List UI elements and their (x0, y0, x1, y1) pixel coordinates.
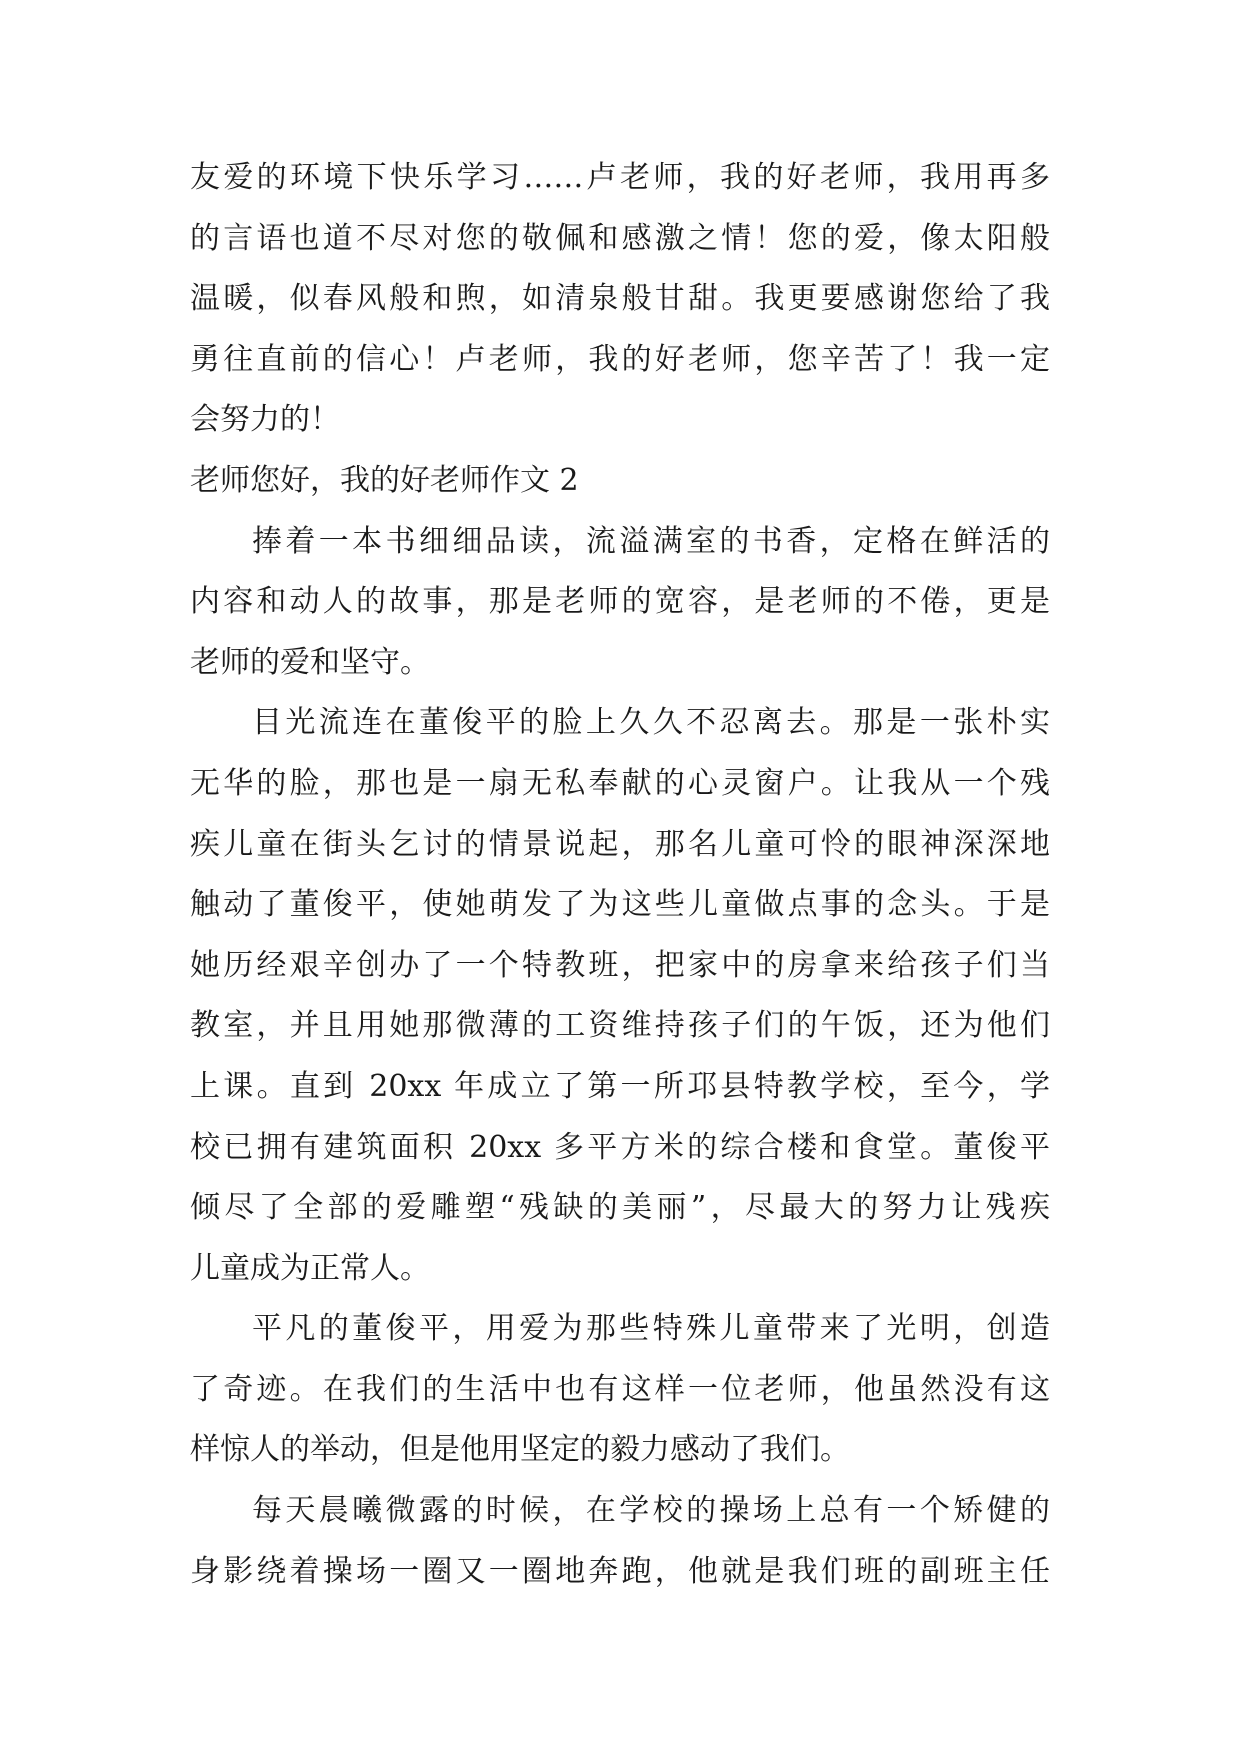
text-line: 了奇迹。在我们的生活中也有这样一位老师，他虽然没有这 (190, 1371, 1050, 1407)
paragraph (190, 512, 1050, 694)
text-line: 疾儿童在街头乞讨的情景说起，那名儿童可怜的眼神深深地 (190, 826, 1050, 862)
text-line: 温暖，似春风般和煦，如清泉般甘甜。我更要感谢您给了我 (190, 281, 1050, 317)
text-line: 友爱的环境下快乐学习……卢老师，我的好老师，我用再多 (190, 160, 1050, 195)
text-line: 捧着一本书细细品读，流溢满室的书香，定格在鲜活的 (252, 523, 1050, 559)
heading-text: 老师您好，我的好老师作文 2 (190, 462, 579, 498)
text-line: 校已拥有建筑面积 20xx 多平方米的综合楼和食堂。董俊平 (190, 1129, 1050, 1165)
text-line: 会努力的！ (190, 402, 340, 438)
text-line: 勇往直前的信心！卢老师，我的好老师，您辛苦了！我一定 (190, 341, 1050, 377)
text-line: 身影绕着操场一圈又一圈地奔跑，他就是我们班的副班主任 (190, 1553, 1050, 1589)
text-line: 的言语也道不尽对您的敬佩和感激之情！您的爱，像太阳般 (190, 220, 1050, 256)
text-line: 每天晨曦微露的时候，在学校的操场上总有一个矫健的 (252, 1493, 1050, 1529)
text-line: 教室，并且用她那微薄的工资维持孩子们的午饭，还为他们 (190, 1008, 1050, 1044)
paragraph (190, 1299, 1050, 1481)
text-line: 倾尽了全部的爱雕塑“残缺的美丽”，尽最大的努力让残疾 (190, 1190, 1050, 1226)
paragraph (190, 1481, 1050, 1602)
text-line: 平凡的董俊平，用爱为那些特殊儿童带来了光明，创造 (252, 1311, 1050, 1347)
text-line: 触动了董俊平，使她萌发了为这些儿童做点事的念头。于是 (190, 887, 1050, 923)
text-line: 上课。直到 20xx 年成立了第一所邛县特教学校，至今，学 (190, 1068, 1050, 1104)
text-line: 样惊人的举动，但是他用坚定的毅力感动了我们。 (190, 1432, 850, 1468)
text-line: 内容和动人的故事，那是老师的宽容，是老师的不倦，更是 (190, 584, 1050, 620)
text-line: 她历经艰辛创办了一个特教班，把家中的房拿来给孩子们当 (190, 947, 1050, 983)
paragraph-continuation (190, 148, 1050, 451)
text-line: 老师的爱和坚守。 (190, 644, 430, 680)
text-line: 目光流连在董俊平的脸上久久不忍离去。那是一张朴实 (252, 705, 1050, 741)
text-line: 无华的脸，那也是一扇无私奉献的心灵窗户。让我从一个残 (190, 765, 1050, 801)
text-line: 儿童成为正常人。 (190, 1250, 430, 1286)
essay-heading (190, 451, 1050, 512)
document-body (190, 148, 1050, 1602)
paragraph (190, 693, 1050, 1299)
